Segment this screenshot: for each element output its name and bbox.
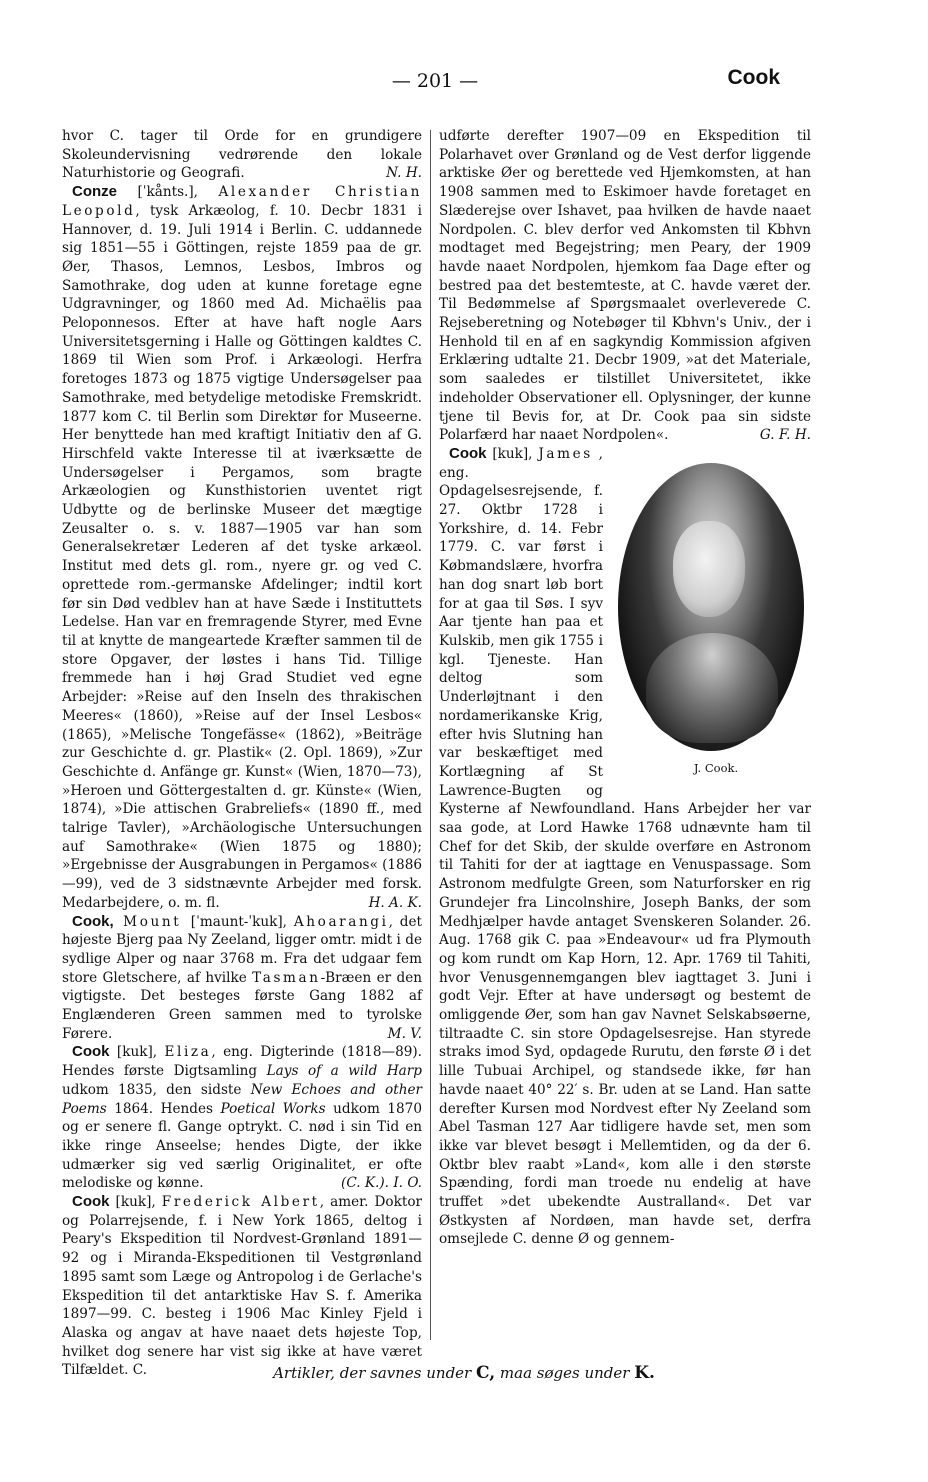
column-divider: [430, 130, 431, 1340]
headword: Cook: [449, 444, 487, 462]
portrait-figure: [611, 453, 811, 783]
right-column: [439, 127, 811, 1249]
author-signature: M. V.: [387, 1025, 422, 1042]
footer-letter-k: K.: [634, 1363, 655, 1383]
article-conclusion: hvor C. tager til Orde for en grundigere Skoleundervisning vedrørende den lokale Naturhistorie og Geografi. N. H.: [62, 128, 422, 182]
portrait-coat: [646, 633, 778, 743]
headword: Cook,: [72, 912, 114, 930]
author-signature: G. F. H.: [759, 427, 811, 444]
headword: Cook: [72, 1043, 110, 1061]
running-head: Cook: [727, 66, 780, 89]
article-cook-mount: Cook, Mount [ˈmaunt-ˈkuk], Ahoarangi, det højeste Bjerg paa Ny Zeeland, ligger omtr. midt i de sydlige Alper og naar 3768 m. Fra det udgaar fem store Gletschere, af hvilke Tasman-Bræen er den vigtigste. Det besteges første Gang 1882 af Englænderen Green sammen med to tyrolske Førere. M. V.: [62, 912, 423, 1042]
author-signature: (C. K.). I. O.: [341, 1175, 422, 1192]
person-name: Eliza: [164, 1044, 212, 1061]
portrait-caption: J. Cook.: [693, 760, 739, 775]
footer-note: Artikler, der savnes under C, maa søges under K.: [273, 1363, 655, 1383]
article-conze: Conze [ˈkånts.], Alexander Christian Leopold, tysk Arkæolog, f. 10. Decbr 1831 i Hannover, d. 19. Juli 1914 i Berlin. C. uddannede sig 1851—55 i Göttingen, rejste 1859 paa de gr. Øer, Thasos, Lemnos, Lesbos, Imbros og Samothrake, dog uden at kunne foretage egne Udgravninger, og 1860 med Ad. Michaëlis paa Peloponnesos. Efter at have haft nogle Aars Universitetsgerning i Halle og Göttingen kaldtes C. 1869 til Wien som Prof. i Arkæologi. Herfra foretoges 1873 og 1875 vigtige Undersøgelser paa Samothrake, med betydelige metodiske Fremskridt. 1877 kom C. til Berlin som Direktør for Museerne. Her benyttede han med kraftigt Initiativ den af G. Hirschfeld vakte Interesse til at iværksætte de Undersøgelser i Pergamos, som bragte Arkæologien og Kunsthistorien uventet rigt Udbytte og de berlinske Museer det mægtige Zeusalter o. s. v. 1887—1905 var han som Generalsekretær Lederen af det tyske arkæol. Institut med dets gl. rom., nyere gr. og ved C. oprettede rom.-germanske Afdelinger; indtil kort før sin Død vedblev han at have Sæde i Instituttets Ledelse. Han var en fremragende Styrer, med Evne til at knytte de mangeartede Kræfter sammen til de store Opgaver, der løstes i hans Tid. Tillige fremmede han i høj Grad Studiet ved egne Arbejder: »Reise auf den Inseln des thrakischen Meeres« (1860), »Reise auf der Insel Lesbos« (1865), »Melische Tongefässe« (1862), »Beiträge zur Geschichte d. gr. Plastik« (2. Opl. 1869), »Zur Geschichte d. Anfänge gr. Kunst« (Wien, 1870—73), »Heroen und Göttergestalten d. gr. Künste« (Wien, 1874), »Die attischen Grabreliefs« (1890 ff., med talrige Tavler), »Archäologische Untersuchungen auf Samothrake« (Wien 1875 og 1880); »Ergebnisse der Ausgrabungen in Pergamos« (1886—99), ved de 3 sidstnævnte Arbejder med forsk. Medarbejdere, o. m. fl. H. A. K.: [62, 183, 422, 911]
author-signature: H. A. K.: [368, 894, 422, 911]
person-name: James: [538, 445, 593, 462]
person-name: Alexander Christian Leopold: [62, 184, 422, 219]
portrait-face: [673, 521, 745, 617]
page-number: — 201 —: [391, 70, 479, 92]
place-name: Ahoarangi: [293, 913, 389, 930]
article-cook-eliza: Cook [kuk], Eliza, eng. Digterinde (1818—89). Hendes første Digtsamling Lays of a wild Harp udkom 1835, den sidste New Echoes and other Poems 1864. Hendes Poetical Works udkom 1870 og er senere fl. Gange optrykt. C. nød i sin Tid en ikke ringe Anseelse; hendes Digte, der ikke udmærker sig ved særlig Originalitet, er ofte melodiske og kønne. (C. K.). I. O.: [62, 1043, 423, 1192]
headword: Conze: [72, 183, 117, 201]
article-continuation: udførte derefter 1907—09 en Ekspedition til Polarhavet over Grønland og de Vest derfor liggende arktiske Øer og berettede ved Hjemkomsten, at han 1908 sammen med to Eskimoer havde foretaget en Slæderejse over Ishavet, paa hvilken de havde naaet Nordpolen. C. blev derfor ved Ankomsten til Kbhvn modtaget med Begejstring; men Peary, der 1909 havde naaet Nordpolen, hjemkom faa Dage efter og bestred paa det bestemteste, at C. havde været der. Til Bedømmelse af Spørgsmaalet overleverede C. Rejseberetning og Notebøger til Kbhvn's Univ., der i Henhold til en af en sagkyndig Kommission afgiven Erklæring udtalte 21. Decbr 1909, »at det Materiale, som saaledes er tilstillet Universitetet, ikke indeholder Observationer ell. Oplysninger, der kunne tjene til Bevis for, at Dr. Cook paa sin sidste Polarfærd har naaet Nordpolen«. G. F. H.: [439, 128, 811, 444]
footer-letter-c: C,: [476, 1363, 496, 1383]
article-cook-frederick: Cook [kuk], Frederick Albert, amer. Doktor og Polarrejsende, f. i New York 1865, deltog i Peary's Ekspedition til Nordvest-Grønland 1891—92 og i Miranda-Ekspeditionen til Vestgrønland 1895 samt som Læge og Antropolog i de Gerlache's Ekspedition til det antarktiske Hav S. f. Amerika 1897—99. C. besteg i 1906 Mac Kinley Fjeld i Alaska og angav at have naaet dets højeste Top, hvilket dog senere har vist sig ikke at have været Tilfældet. C.: [62, 1193, 422, 1379]
headword: Cook: [72, 1193, 110, 1211]
author-signature: N. H.: [386, 165, 422, 182]
person-name: Frederick Albert: [161, 1194, 320, 1211]
left-column: [62, 127, 422, 1380]
portrait-image: [618, 463, 804, 751]
article-cook-james: Cook [kuk], James J. Cook. , eng. Opdagelsesrejsende, f. 27. Oktbr 1728 i Yorkshire, d. 14. Febr 1779. C. var først i Købmandslære, hvorfra han dog snart løb bort for at gaa til Søs. I syv Aar tjente han paa et Kulskib, men gik 1755 i kgl. Tjeneste. Han deltog som Underløjtnant i den nordamerikanske Krig, efter hvis Slutning han var beskæftiget med Kortlægning af St Lawrence-Bugten og Kysterne af Newfoundland. Hans Arbejder her var saa gode, at Lord Hawke 1768 udnævnte ham til Chef for det Skib, der skulde overføre en Astronom til Tahiti for der at iagttage en Venuspassage. Som Astronom medfulgte Green, som Naturforsker en rig Grundejer fra Lincolnshire, Joseph Banks, der som Medhjælper havde antaget Svenskeren Solander. 26. Aug. 1768 gik C. paa »Endeavour« ud fra Plymouth og kom rundt om Kap Horn, 12. Apr. 1769 til Tahiti, hvor Venusgennemgangen blev iagttaget 3. Juni i godt Vejr. Efter at have undersøgt og bestemt de omliggende Øer, som han gav Navnet Selskabsøerne, tiltraadte C. sin store Opdagelsesrejse. Han styrede straks imod Syd, opdagede Rurutu, den første Ø i det lille Tubuai Archipel, og standsede ikke, før han havde naaet 40° 22′ s. Br. uden at se Land. Han satte derefter Kursen mod Nordvest efter Ny Zeeland som Abel Tasman 127 Aar tidligere havde set, men som ikke var blevet besøgt i Mellemtiden, og da der 6. Oktbr blev raabt »Land«, kom alle i den største Spænding, fordi man troede nu endelig at have truffet »det ubekendte Australland«. Det var Østkysten af Nordøen, man havde set, derfra omsejlede C. denne Ø og gennem-: [439, 444, 811, 1248]
